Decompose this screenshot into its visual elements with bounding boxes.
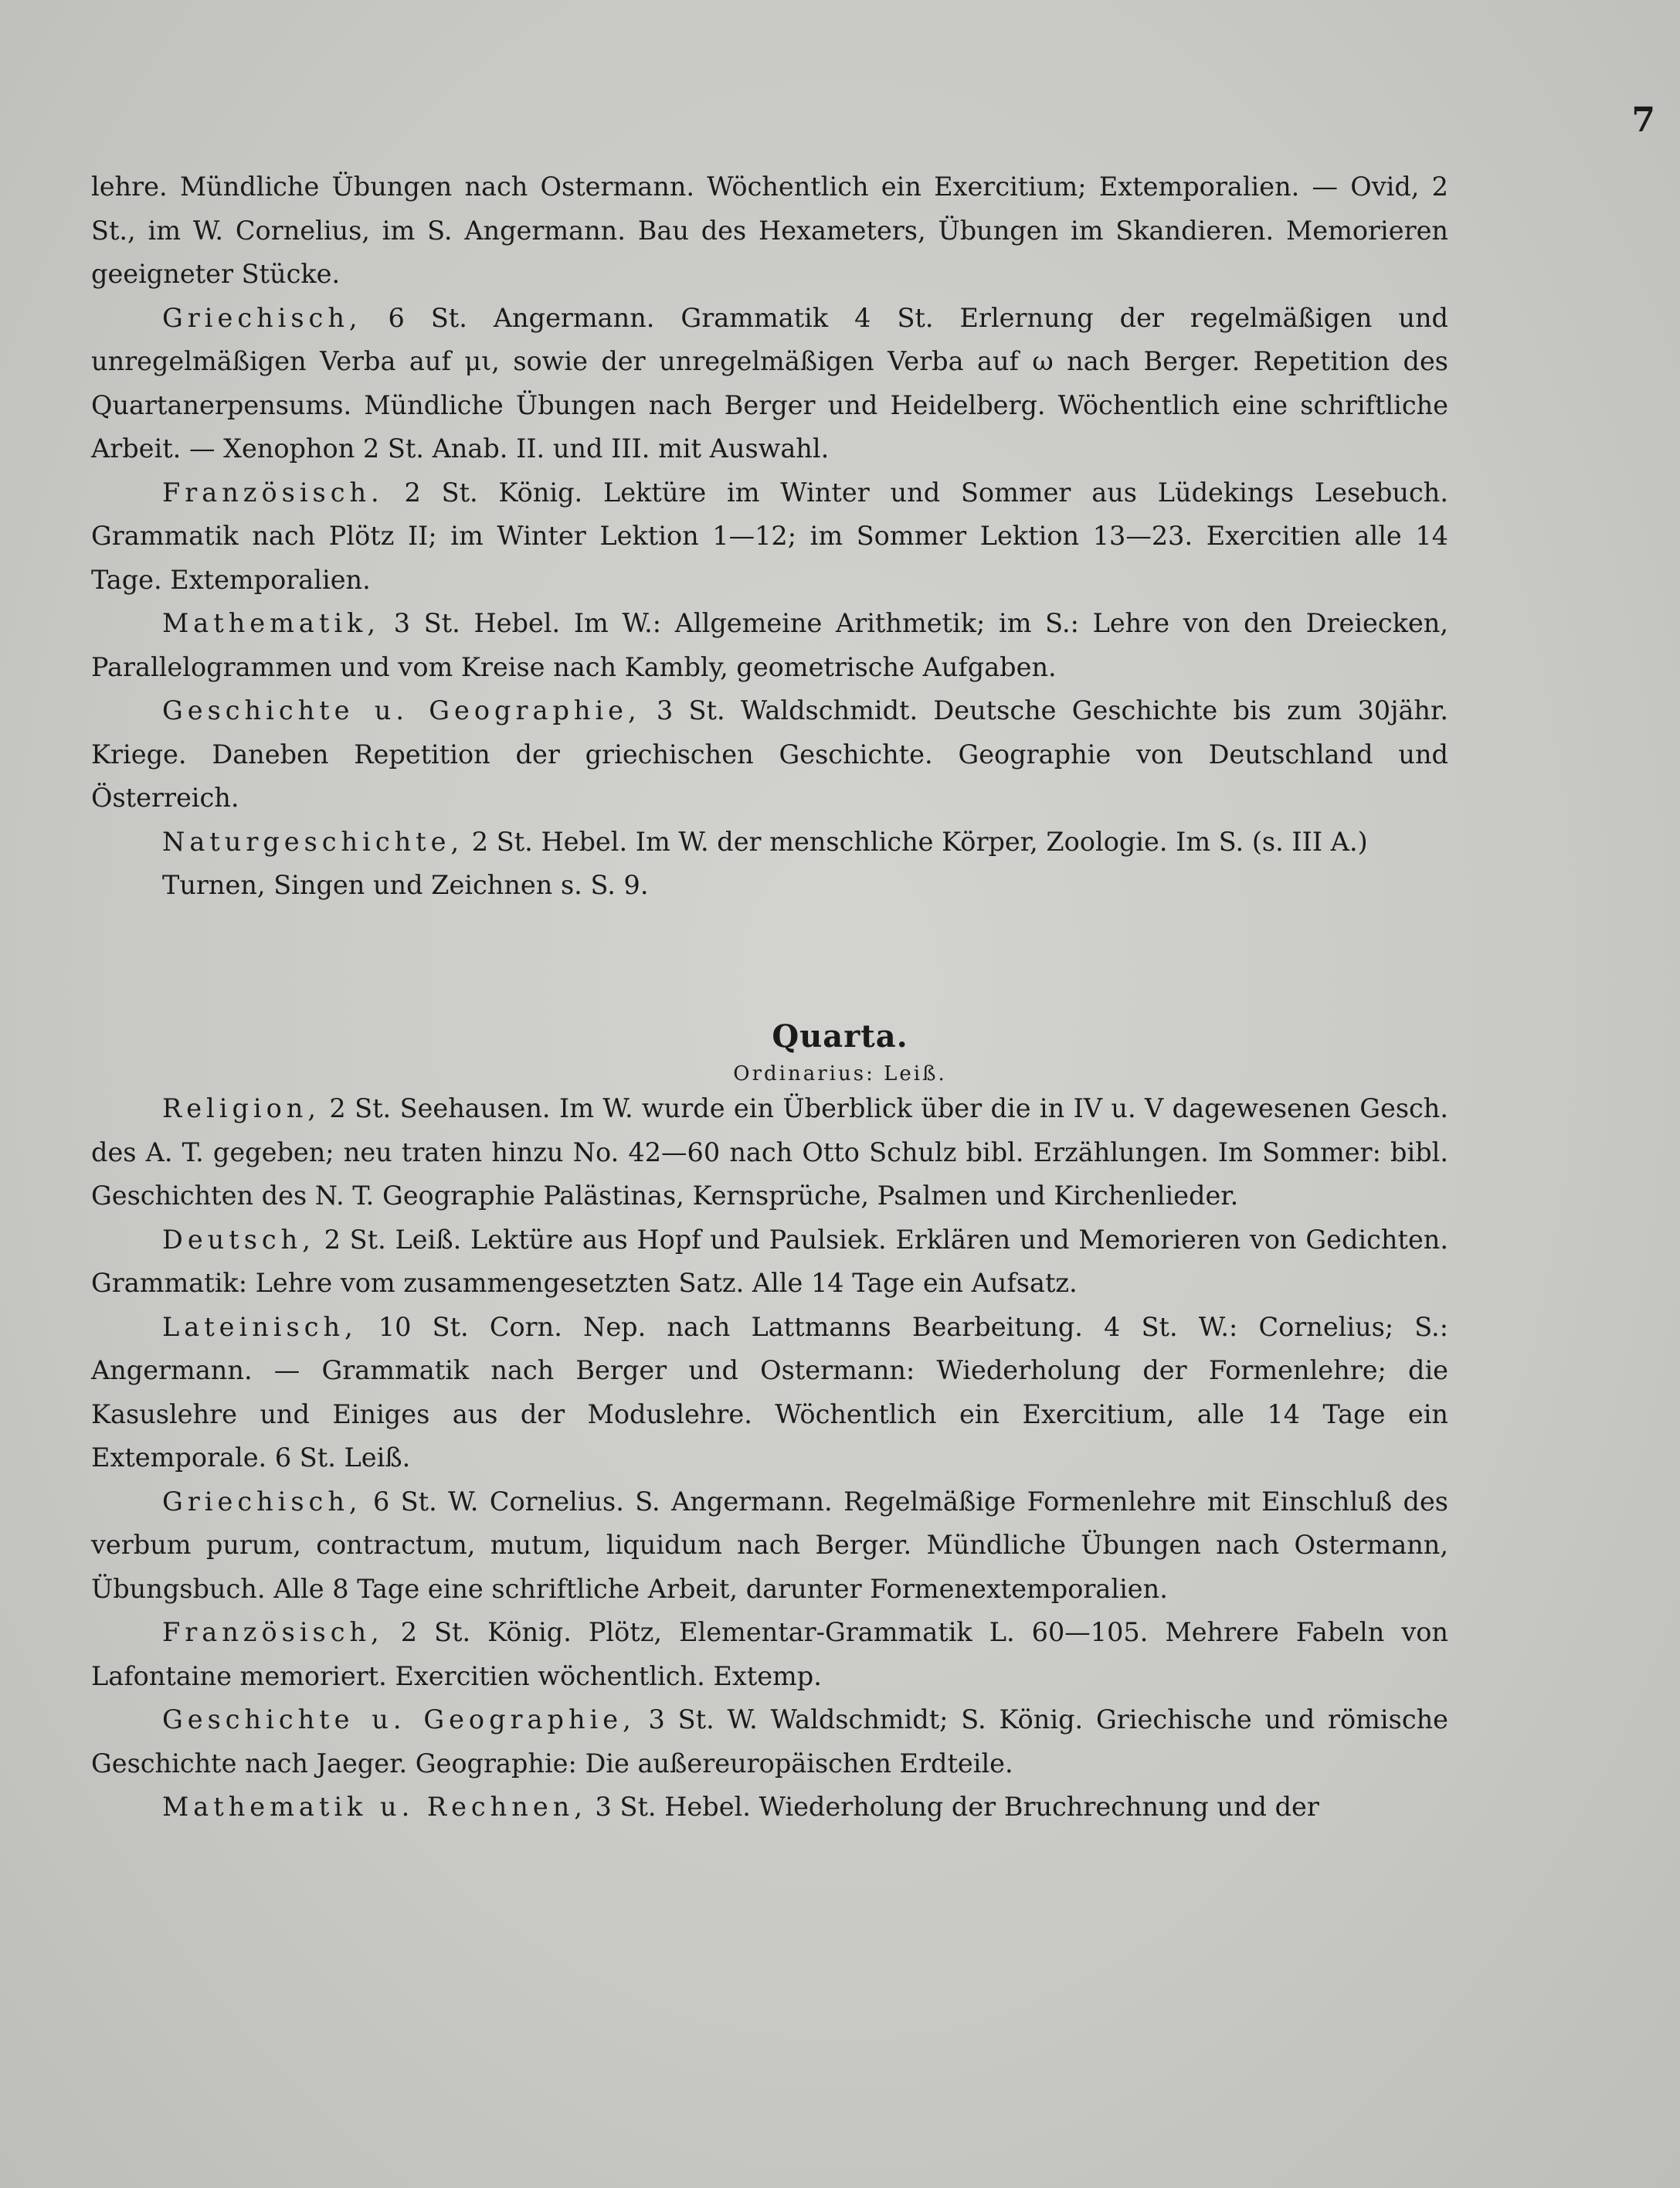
subject-label: Französisch.	[162, 477, 384, 508]
paragraph-text: 2 St. Leiß. Lektüre aus Hopf und Paulsiek. Erklären und Memorieren von Gedichten. Grammatik: Lehre vom zusammengesetzten Satz. Alle 14 Tage ein Aufsatz.	[91, 1224, 1448, 1298]
subject-label: Französisch,	[162, 1617, 384, 1647]
paragraph-mathematik-quarta	[91, 1785, 1448, 1830]
paragraph-latin-continued: lehre. Mündliche Übungen nach Ostermann. Wöchentlich ein Exercitium; Extemporalien. — Ovid, 2 St., im W. Cornelius, im S. Angermann. Bau des Hexameters, Übungen im Skandieren. Memorieren geeigneter Stücke.	[91, 172, 1448, 289]
paragraph-text: 6 St. Angermann. Grammatik 4 St. Erlernung der regelmäßigen und unregelmäßigen Verba auf μι, sowie der unregelmäßigen Verba auf ω nach Berger. Repetition des Quartanerpensums. Mündliche Übungen nach Berger und Heidelberg. Wöchentlich eine schriftliche Arbeit. — Xenophon 2 St. Anab. II. und III. mit Auswahl.	[91, 302, 1448, 464]
subject-label: Mathematik,	[162, 608, 380, 638]
paragraph-text: 2 St. Seehausen. Im W. wurde ein Überblick über die in IV u. V dagewesenen Gesch. des A. T. gegeben; neu traten hinzu No. 42—60 nach Otto Schulz bibl. Erzählungen. Im Sommer: bibl. Geschichten des N. T. Geographie Palästinas, Kernsprüche, Psalmen und Kirchenlieder.	[91, 1093, 1448, 1211]
upper-section-text	[91, 165, 1448, 908]
paragraph-text: 3 St. Hebel. Wiederholung der Bruchrechnung und der	[586, 1792, 1319, 1822]
page-number: 7	[1631, 100, 1655, 140]
section-subheading-ordinarius: Ordinarius: Leiß.	[733, 1062, 947, 1086]
paragraph-text: 10 St. Corn. Nep. nach Lattmanns Bearbeitung. 4 St. W.: Cornelius; S.: Angermann. — Grammatik nach Berger und Ostermann: Wiederholung der Formenlehre; die Kasuslehre und Einiges aus der Moduslehre. Wöchentlich ein Exercitium, alle 14 Tage ein Extemporale. 6 St. Leiß.	[91, 1311, 1448, 1473]
subject-label: Geschichte u. Geographie,	[162, 1704, 636, 1734]
paragraph-text: 2 St. König. Plötz, Elementar-Grammatik L. 60—105. Mehrere Fabeln von Lafontaine memoriert. Exercitien wöchentlich. Extemp.	[91, 1617, 1448, 1691]
paragraph-text: 3 St. Waldschmidt. Deutsche Geschichte bis zum 30jähr. Kriege. Daneben Repetition der griechischen Geschichte. Geographie von Deutschland und Österreich.	[91, 695, 1448, 813]
subject-label: Griechisch,	[162, 302, 362, 333]
paragraph-text: 2 St. König. Lektüre im Winter und Sommer aus Lüdekings Lesebuch. Grammatik nach Plötz II; im Winter Lektion 1—12; im Sommer Lektion 13—23. Exercitien alle 14 Tage. Extemporalien.	[91, 477, 1448, 595]
paragraph-franzoesisch	[91, 471, 1448, 603]
paragraph-text: 3 St. W. Waldschmidt; S. König. Griechische und römische Geschichte nach Jaeger. Geographie: Die außereuropäischen Erdteile.	[91, 1704, 1448, 1779]
paragraph-turnen: Turnen, Singen und Zeichnen s. S. 9.	[162, 870, 649, 900]
subject-label: Mathematik u. Rechnen,	[162, 1792, 587, 1822]
paragraph-naturgeschichte	[91, 820, 1448, 865]
paragraph-text: 6 St. W. Cornelius. S. Angermann. Regelmäßige Formenlehre mit Einschluß des verbum purum, contractum, mutum, liquidum nach Berger. Mündliche Übungen nach Ostermann, Übungsbuch. Alle 8 Tage eine schriftliche Arbeit, darunter Formenextemporalien.	[91, 1486, 1448, 1604]
paragraph-geschichte	[91, 689, 1448, 820]
paragraph-griechisch-quarta	[91, 1480, 1448, 1612]
subject-label: Geschichte u. Geographie,	[162, 695, 641, 725]
subject-label: Religion,	[162, 1093, 321, 1123]
section-heading-quarta: Quarta.	[772, 1018, 908, 1055]
paragraph-lateinisch	[91, 1306, 1448, 1480]
paragraph-franzoesisch-quarta	[91, 1611, 1448, 1698]
subject-label: Deutsch,	[162, 1224, 315, 1255]
quarta-section-text	[91, 1087, 1448, 1830]
paragraph-religion	[91, 1087, 1448, 1218]
paragraph-griechisch	[91, 297, 1448, 471]
subject-label: Griechisch,	[162, 1486, 362, 1517]
paragraph-geschichte-quarta	[91, 1698, 1448, 1785]
subject-label: Lateinisch,	[162, 1311, 358, 1342]
paragraph-mathematik	[91, 602, 1448, 689]
subject-label: Naturgeschichte,	[162, 826, 464, 857]
paragraph-text: 2 St. Hebel. Im W. der menschliche Körper, Zoologie. Im S. (s. III A.)	[463, 826, 1368, 857]
paragraph-text: 3 St. Hebel. Im W.: Allgemeine Arithmetik; im S.: Lehre von den Dreiecken, Parallelogrammen und vom Kreise nach Kambly, geometrische Aufgaben.	[91, 608, 1448, 682]
paragraph-deutsch	[91, 1218, 1448, 1306]
